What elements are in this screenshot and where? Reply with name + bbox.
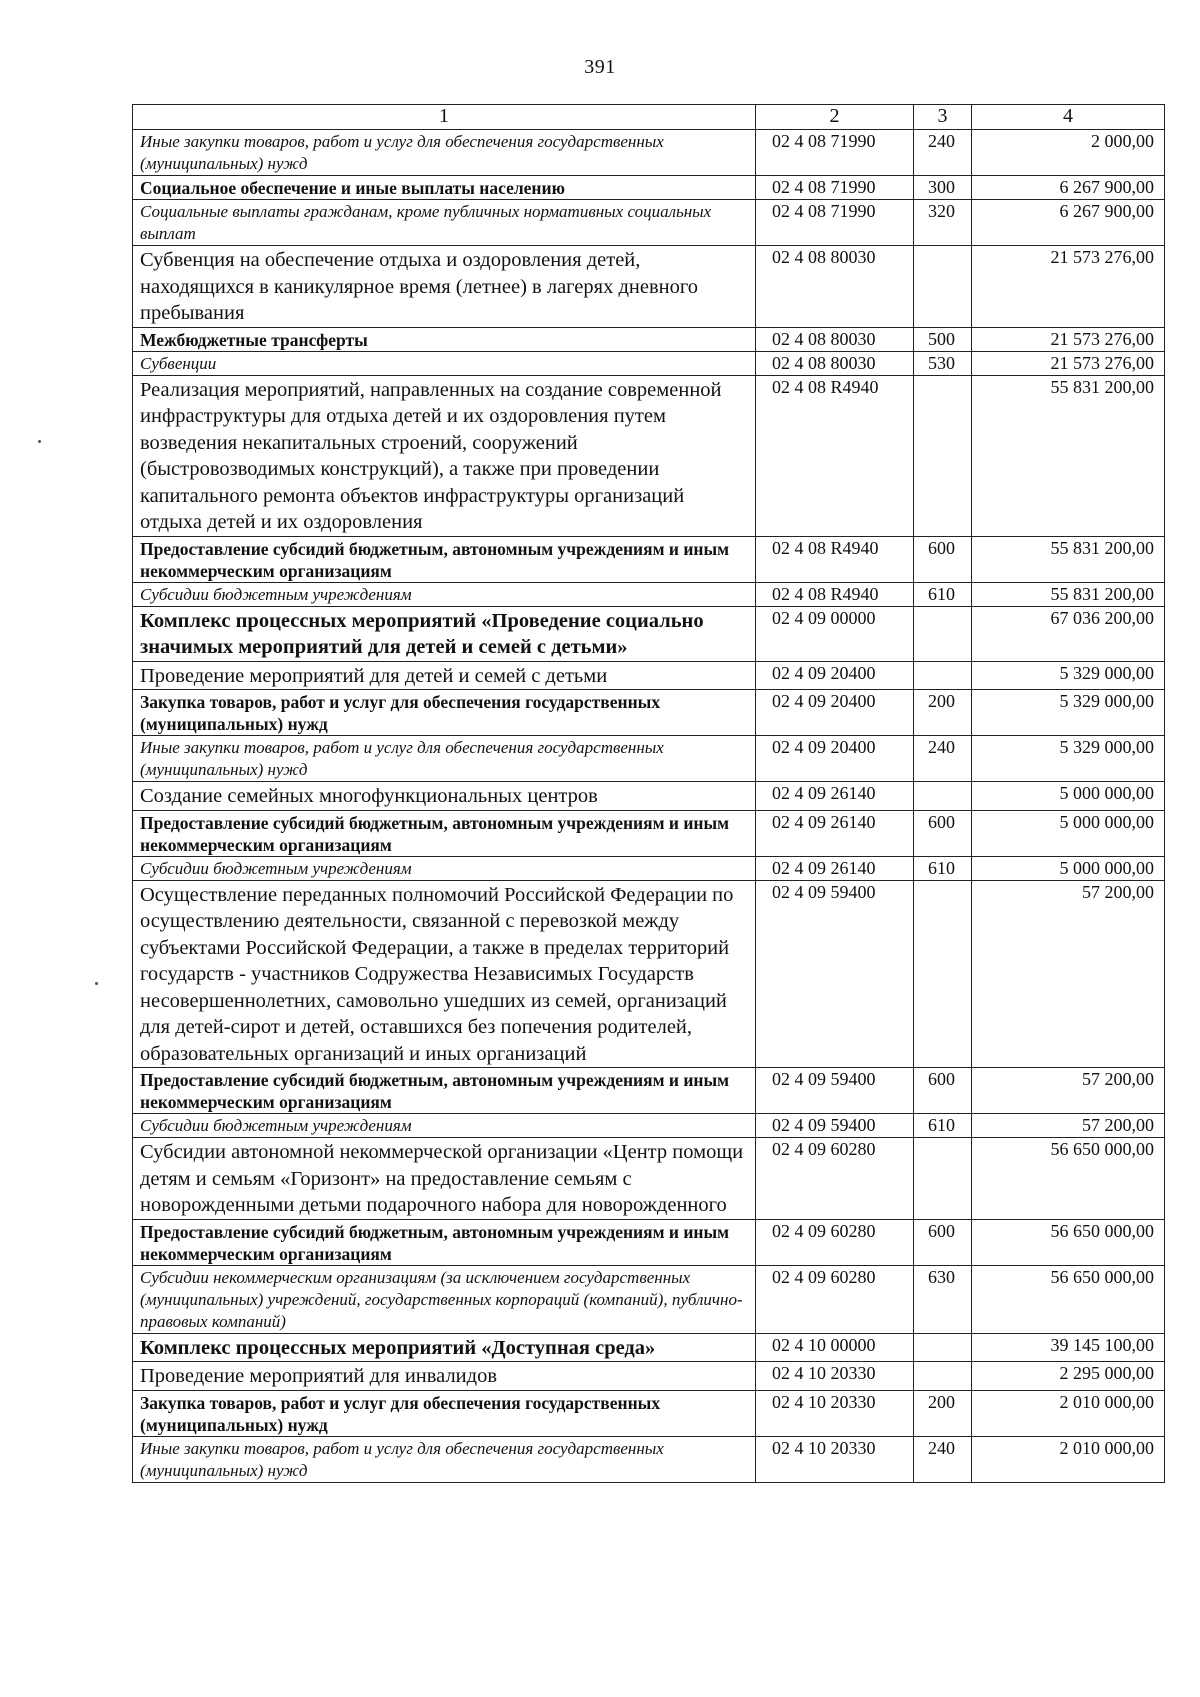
row-sum: 21 573 276,00 [972,327,1165,351]
row-name: Субсидии бюджетным учреждениям [133,582,756,606]
table-row [133,246,1165,328]
row-sum: 57 200,00 [972,1068,1165,1114]
row-sum: 55 831 200,00 [972,375,1165,536]
table-row [133,1265,1165,1333]
row-type: 500 [914,327,972,351]
row-type: 200 [914,1390,972,1436]
row-type: 300 [914,176,972,200]
row-sum: 5 000 000,00 [972,782,1165,811]
table-row [133,690,1165,736]
row-code: 02 4 08 71990 [756,176,914,200]
row-sum: 55 831 200,00 [972,582,1165,606]
table-row [133,736,1165,782]
row-sum: 6 267 900,00 [972,176,1165,200]
row-sum: 67 036 200,00 [972,606,1165,661]
row-code: 02 4 08 R4940 [756,375,914,536]
row-code: 02 4 10 00000 [756,1333,914,1362]
table-row [133,176,1165,200]
row-type: 610 [914,1114,972,1138]
row-sum: 57 200,00 [972,1114,1165,1138]
row-code: 02 4 09 00000 [756,606,914,661]
table-row [133,880,1165,1068]
row-name: Осуществление переданных полномочий Российской Федерации по осуществлению деятельности, связанной с перевозкой между субъектами Российской Федерации, а также в пределах территорий государств - участников Содружества Независимых Государств несовершеннолетних, самовольно ушедших из семей, организаций для детей-сирот и детей, оставшихся без попечения родителей, образовательных организаций и иных организаций [133,880,756,1068]
row-name: Субсидии бюджетным учреждениям [133,856,756,880]
row-name: Социальные выплаты гражданам, кроме публичных нормативных социальных выплат [133,200,756,246]
table-row [133,606,1165,661]
row-sum: 56 650 000,00 [972,1138,1165,1220]
row-code: 02 4 09 26140 [756,810,914,856]
table-row [133,1333,1165,1362]
table-row [133,782,1165,811]
row-type [914,1138,972,1220]
table-row [133,1114,1165,1138]
row-name: Предоставление субсидий бюджетным, автономным учреждениям и иным некоммерческим организациям [133,536,756,582]
row-name: Межбюджетные трансферты [133,327,756,351]
table-header-row [133,105,1165,130]
row-code: 02 4 08 80030 [756,327,914,351]
row-name: Закупка товаров, работ и услуг для обеспечения государственных (муниципальных) нужд [133,1390,756,1436]
table-row [133,1138,1165,1220]
row-sum: 2 010 000,00 [972,1390,1165,1436]
header-col-sum: 4 [972,105,1165,130]
row-code: 02 4 08 71990 [756,130,914,176]
table-body [133,130,1165,1483]
row-type: 320 [914,200,972,246]
row-type: 610 [914,582,972,606]
table-row [133,856,1165,880]
header-col-code: 2 [756,105,914,130]
row-name: Проведение мероприятий для инвалидов [133,1362,756,1391]
row-sum: 5 329 000,00 [972,736,1165,782]
table-row [133,1219,1165,1265]
row-name: Реализация мероприятий, направленных на создание современной инфраструктуры для отдыха детей и их оздоровления путем возведения некапитальных строений, сооружений (быстровозводимых конструкций), а также при проведении капитального ремонта объектов инфраструктуры организаций отдыха детей и их оздоровления [133,375,756,536]
table-row [133,1436,1165,1482]
row-sum: 56 650 000,00 [972,1219,1165,1265]
table-row [133,1362,1165,1391]
row-name: Иные закупки товаров, работ и услуг для обеспечения государственных (муниципальных) нужд [133,130,756,176]
row-code: 02 4 10 20330 [756,1390,914,1436]
row-type: 240 [914,130,972,176]
table-row [133,1390,1165,1436]
table-row [133,536,1165,582]
header-col-name: 1 [133,105,756,130]
row-type [914,246,972,328]
row-name: Субвенция на обеспечение отдыха и оздоровления детей, находящихся в каникулярное время (летнее) в лагерях дневного пребывания [133,246,756,328]
row-code: 02 4 09 60280 [756,1138,914,1220]
row-sum: 21 573 276,00 [972,246,1165,328]
row-code: 02 4 08 R4940 [756,536,914,582]
row-type: 600 [914,810,972,856]
table-row [133,1068,1165,1114]
row-name: Предоставление субсидий бюджетным, автономным учреждениям и иным некоммерческим организациям [133,1219,756,1265]
row-name: Иные закупки товаров, работ и услуг для обеспечения государственных (муниципальных) нужд [133,1436,756,1482]
row-type: 600 [914,1068,972,1114]
row-code: 02 4 09 59400 [756,1068,914,1114]
row-name: Социальное обеспечение и иные выплаты населению [133,176,756,200]
row-name: Закупка товаров, работ и услуг для обеспечения государственных (муниципальных) нужд [133,690,756,736]
row-type [914,1362,972,1391]
row-type: 240 [914,1436,972,1482]
row-sum: 21 573 276,00 [972,351,1165,375]
row-sum: 5 000 000,00 [972,810,1165,856]
row-name: Комплекс процессных мероприятий «Проведение социально значимых мероприятий для детей и семей с детьми» [133,606,756,661]
row-type [914,1333,972,1362]
row-code: 02 4 08 80030 [756,246,914,328]
table-row [133,130,1165,176]
table-row [133,200,1165,246]
margin-mark [95,982,98,985]
table-row [133,375,1165,536]
row-code: 02 4 08 R4940 [756,582,914,606]
row-name: Субсидии некоммерческим организациям (за исключением государственных (муниципальных) учреждений, государственных корпораций (компаний), публично-правовых компаний) [133,1265,756,1333]
row-type: 600 [914,1219,972,1265]
table-row [133,582,1165,606]
row-sum: 2 295 000,00 [972,1362,1165,1391]
row-sum: 5 329 000,00 [972,690,1165,736]
page-number: 391 [584,56,616,78]
row-type [914,661,972,690]
row-sum: 6 267 900,00 [972,200,1165,246]
row-code: 02 4 09 60280 [756,1219,914,1265]
row-code: 02 4 09 20400 [756,736,914,782]
row-name: Субсидии бюджетным учреждениям [133,1114,756,1138]
row-code: 02 4 10 20330 [756,1436,914,1482]
table-row [133,351,1165,375]
row-sum: 2 000,00 [972,130,1165,176]
row-name: Субсидии автономной некоммерческой организации «Центр помощи детям и семьям «Горизонт» на предоставление семьям с новорожденными детьми подарочного набора для новорожденного [133,1138,756,1220]
row-name: Предоставление субсидий бюджетным, автономным учреждениям и иным некоммерческим организациям [133,1068,756,1114]
row-code: 02 4 09 60280 [756,1265,914,1333]
row-code: 02 4 09 26140 [756,782,914,811]
row-name: Иные закупки товаров, работ и услуг для обеспечения государственных (муниципальных) нужд [133,736,756,782]
budget-table [132,104,1165,1483]
row-name: Субвенции [133,351,756,375]
row-type: 240 [914,736,972,782]
row-code: 02 4 09 20400 [756,661,914,690]
row-sum: 57 200,00 [972,880,1165,1068]
row-code: 02 4 09 26140 [756,856,914,880]
row-sum: 39 145 100,00 [972,1333,1165,1362]
row-code: 02 4 08 71990 [756,200,914,246]
margin-mark [38,440,41,443]
row-type: 630 [914,1265,972,1333]
row-sum: 2 010 000,00 [972,1436,1165,1482]
row-name: Предоставление субсидий бюджетным, автономным учреждениям и иным некоммерческим организациям [133,810,756,856]
row-type: 600 [914,536,972,582]
row-sum: 5 000 000,00 [972,856,1165,880]
row-name: Комплекс процессных мероприятий «Доступная среда» [133,1333,756,1362]
row-type [914,375,972,536]
row-code: 02 4 09 59400 [756,1114,914,1138]
row-name: Проведение мероприятий для детей и семей с детьми [133,661,756,690]
row-sum: 55 831 200,00 [972,536,1165,582]
row-type: 530 [914,351,972,375]
header-col-type: 3 [914,105,972,130]
row-type [914,606,972,661]
table-row [133,327,1165,351]
row-type: 200 [914,690,972,736]
row-code: 02 4 10 20330 [756,1362,914,1391]
table-row [133,810,1165,856]
row-type [914,782,972,811]
row-type [914,880,972,1068]
row-sum: 56 650 000,00 [972,1265,1165,1333]
row-type: 610 [914,856,972,880]
row-code: 02 4 08 80030 [756,351,914,375]
table-row [133,661,1165,690]
row-code: 02 4 09 20400 [756,690,914,736]
row-sum: 5 329 000,00 [972,661,1165,690]
row-name: Создание семейных многофункциональных центров [133,782,756,811]
row-code: 02 4 09 59400 [756,880,914,1068]
